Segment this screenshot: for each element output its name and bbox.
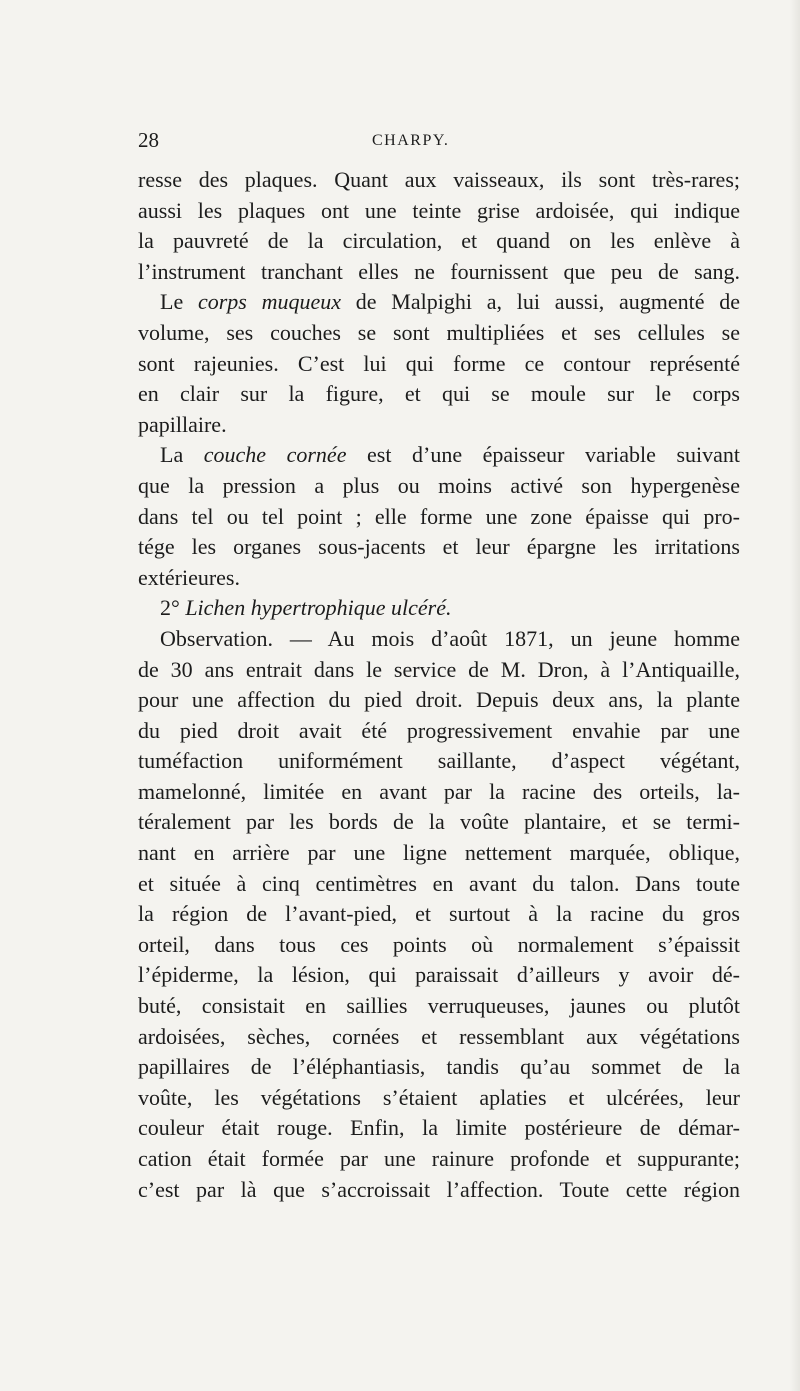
- text-line: téralement par les bords de la voûte plantaire, et se termi-: [138, 809, 740, 835]
- text-line: tuméfaction uniformément saillante, d’aspect végétant,: [138, 748, 740, 774]
- text-line: volume, ses couches se sont multipliées et ses cellules se: [138, 319, 740, 345]
- text-line: en clair sur la figure, et qui se moule sur le corps: [138, 381, 740, 407]
- text-line: buté, consistait en saillies verruqueuses, jaunes ou plutôt: [138, 993, 740, 1019]
- text-line: papillaires de l’éléphantiasis, tandis qu’au sommet de la: [138, 1054, 740, 1080]
- text-line: la région de l’avant-pied, et surtout à la racine du gros: [138, 901, 740, 927]
- italic-term: corps muqueux: [197, 289, 342, 315]
- text-line: Observation. — Au mois d’août 1871, un jeune homme: [160, 625, 740, 651]
- text-line: papillaire.: [138, 411, 227, 437]
- text-line: que la pression a plus ou moins activé son hypergenèse: [138, 472, 740, 498]
- italic-term: Lichen hypertrophique ulcéré.: [185, 595, 452, 621]
- text-line: cation était formée par une rainure profonde et suppurante;: [138, 1146, 740, 1171]
- text-line: La couche cornée est d’une épaisseur variable suivant: [160, 442, 741, 468]
- page-header: [138, 128, 738, 158]
- text-line: la pauvreté de la circulation, et quand on les enlève à: [138, 228, 740, 254]
- text-line: ardoisées, sèches, cornées et ressemblant aux végétations: [138, 1023, 740, 1049]
- page-edge-shadow: [790, 0, 800, 1391]
- text-line: aussi les plaques ont une teinte grise ardoisée, qui indique: [138, 197, 740, 223]
- text-line: mamelonné, limitée en avant par la racine des orteils, la-: [138, 778, 740, 804]
- text-line: resse des plaques. Quant aux vaisseaux, ils sont très-rares;: [138, 167, 740, 192]
- text-line: sont rajeunies. C’est lui qui forme ce contour représenté: [138, 350, 740, 376]
- italic-term: couche cornée: [203, 442, 347, 468]
- text-line: tége les organes sous-jacents et leur épargne les irritations: [138, 534, 740, 560]
- text-line: nant en arrière par une ligne nettement marquée, oblique,: [138, 840, 740, 866]
- text-line: orteil, dans tous ces points où normalement s’épaissit: [138, 931, 740, 957]
- running-head: CHARPY.: [372, 132, 450, 149]
- text-line: pour une affection du pied droit. Depuis deux ans, la plante: [138, 687, 740, 713]
- body-text: [138, 165, 740, 1205]
- text-line: extérieures.: [138, 564, 240, 590]
- text-line: Le corps muqueux de Malpighi a, lui aussi, augmenté de: [160, 289, 741, 315]
- text-line: et située à cinq centimètres en avant du talon. Dans toute: [138, 870, 740, 896]
- text-line: du pied droit avait été progressivement envahie par une: [138, 717, 740, 743]
- page-number: 28: [138, 128, 159, 152]
- text-line: l’instrument tranchant elles ne fournissent que peu de sang.: [138, 258, 740, 284]
- text-line: de 30 ans entrait dans le service de M. Dron, à l’Antiquaille,: [138, 656, 740, 682]
- text-line: couleur était rouge. Enfin, la limite postérieure de démar-: [138, 1115, 740, 1141]
- section-heading: 2° Lichen hypertrophique ulcéré.: [160, 595, 452, 621]
- text-line: dans tel ou tel point ; elle forme une zone épaisse qui pro-: [138, 503, 740, 529]
- text-line: voûte, les végétations s’étaient aplaties et ulcérées, leur: [138, 1084, 740, 1110]
- text-line: l’épiderme, la lésion, qui paraissait d’ailleurs y avoir dé-: [138, 962, 740, 988]
- text-line: c’est par là que s’accroissait l’affection. Toute cette région: [138, 1176, 740, 1202]
